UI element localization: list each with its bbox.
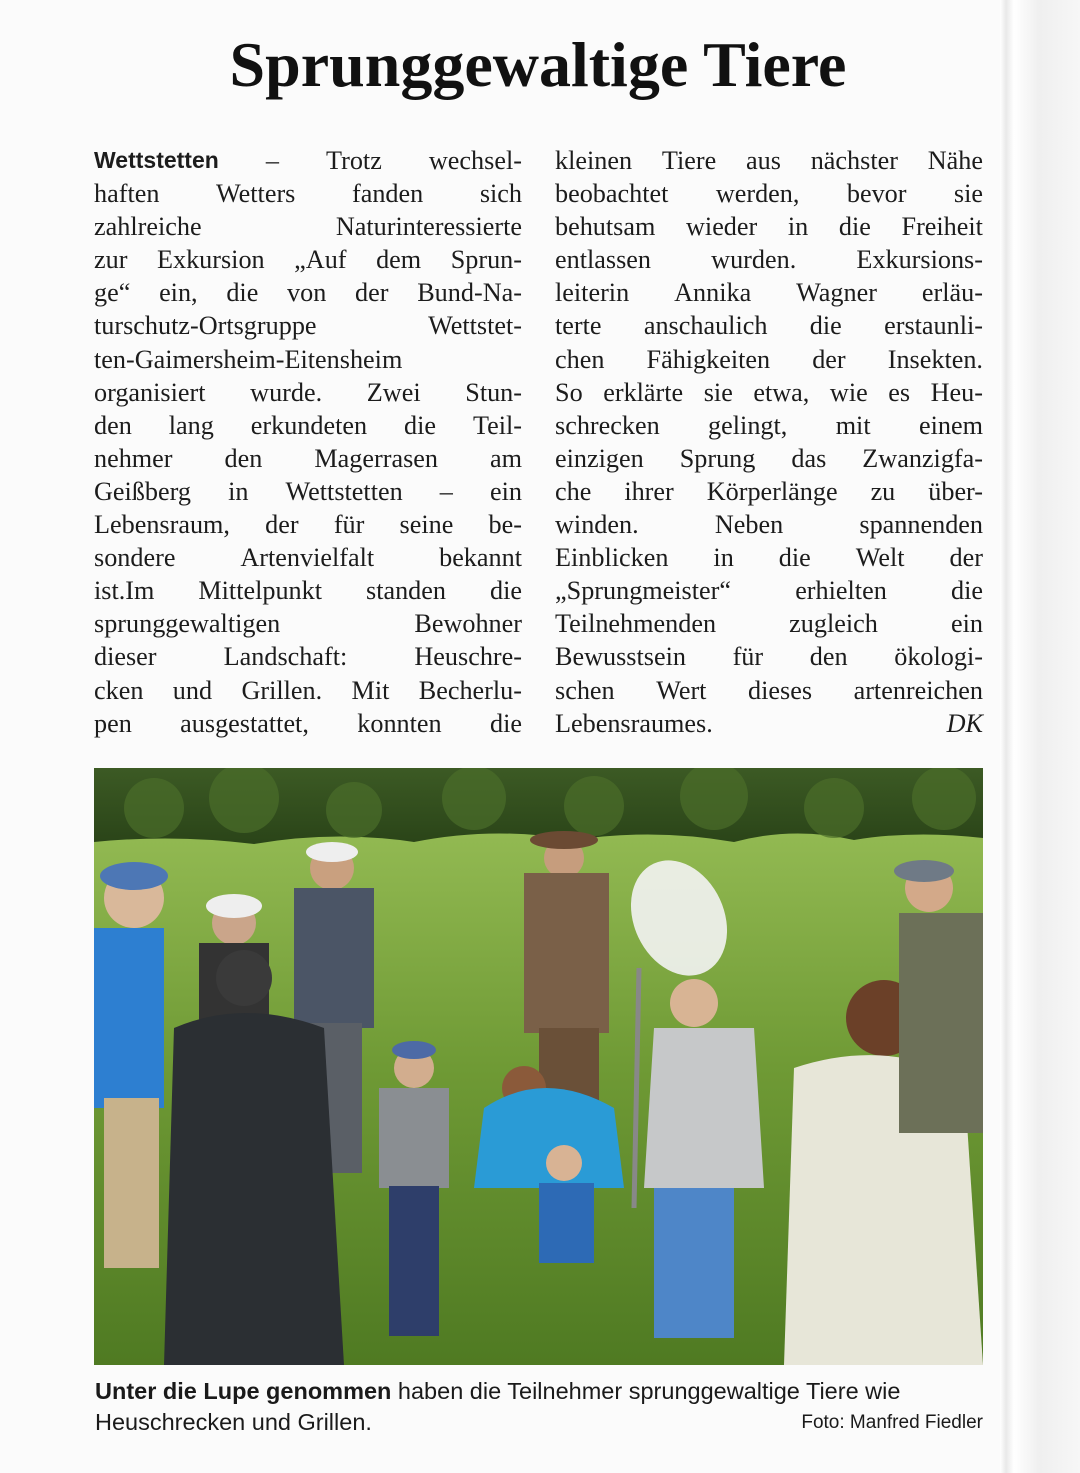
page-edge	[1000, 0, 1080, 1473]
photo-credit: Foto: Manfred Fiedler	[801, 1412, 983, 1433]
word: wie	[829, 377, 868, 407]
text-line	[94, 144, 522, 177]
word: und	[172, 675, 213, 705]
word: wieder	[686, 212, 758, 242]
text-line	[94, 309, 522, 342]
word: ge“	[94, 278, 131, 308]
word: etwa,	[753, 377, 810, 407]
word: chen	[555, 344, 605, 374]
word: einzigen	[555, 443, 644, 473]
word: der	[265, 510, 299, 540]
text-line	[555, 508, 983, 541]
word: Landschaft:	[223, 642, 348, 672]
word: nächster	[810, 146, 898, 175]
text-line	[555, 674, 983, 707]
word: entlassen	[555, 245, 651, 275]
word: ausgestattet,	[180, 708, 309, 738]
word: Bewohner	[414, 609, 522, 639]
word: Sprung	[679, 443, 756, 473]
word: die	[226, 278, 259, 308]
word: wechsel-	[428, 146, 522, 175]
text-line	[94, 674, 522, 707]
word: be-	[488, 510, 522, 540]
word: erläu-	[921, 278, 983, 308]
word: beobachtet	[555, 179, 669, 209]
word: den	[94, 410, 132, 440]
text-line	[94, 343, 522, 376]
text-line	[555, 177, 983, 210]
word: behutsam	[555, 212, 656, 242]
word: Wettstetten	[285, 476, 403, 506]
word: So	[555, 377, 583, 407]
word: ten-Gaimersheim-Eitensheim	[94, 344, 403, 374]
word: bevor	[846, 179, 907, 209]
word: „Sprungmeister“	[555, 576, 731, 606]
word: cken	[94, 675, 144, 705]
word: wurde.	[250, 377, 323, 407]
word: Welt	[855, 543, 905, 573]
word: in	[228, 476, 249, 506]
word: Lebensraum,	[94, 510, 230, 540]
word: ökologi-	[894, 642, 983, 672]
word: artenreichen	[853, 675, 983, 705]
text-line	[94, 541, 522, 574]
word: pen	[94, 708, 132, 738]
word: Körperlänge	[706, 476, 838, 506]
dateline: Wettstetten	[94, 147, 219, 173]
word: der	[355, 278, 389, 308]
text-line	[555, 343, 983, 376]
word: Wagner	[796, 278, 877, 308]
word: dieses	[748, 675, 813, 705]
word: aus	[745, 146, 781, 175]
word: in	[713, 543, 734, 573]
word: konnten	[357, 708, 442, 738]
word: Stun-	[465, 377, 522, 407]
word: werden,	[715, 179, 800, 209]
word: erklärte	[603, 377, 684, 407]
text-line	[94, 574, 522, 607]
text-line	[555, 243, 983, 276]
word: schrecken	[555, 410, 660, 440]
text-line	[94, 640, 522, 673]
word: der	[812, 344, 846, 374]
text-line	[555, 640, 983, 673]
text-line	[555, 574, 983, 607]
word: sich	[479, 179, 522, 209]
word: die	[838, 212, 871, 242]
text-line	[94, 475, 522, 508]
caption-text: haben die Teilnehmer sprunggewaltige Tiere wie Heuschrecken und Grillen.	[95, 1378, 901, 1435]
word: erhielten	[795, 576, 887, 606]
text-line	[555, 475, 983, 508]
word: turschutz-Ortsgruppe	[94, 311, 317, 341]
word: zu	[870, 476, 896, 506]
word: Wettstet-	[428, 311, 522, 341]
word: die	[404, 410, 437, 440]
text-line	[94, 607, 522, 640]
text-line	[94, 707, 522, 740]
text-line	[555, 409, 983, 442]
text-line	[555, 276, 983, 309]
photo-caption	[95, 1376, 983, 1438]
word: Insekten.	[887, 344, 983, 374]
word: seine	[399, 510, 454, 540]
word: terte	[555, 311, 602, 341]
author-signature: DK	[946, 708, 983, 738]
word: den	[224, 443, 263, 473]
word: sie	[703, 377, 733, 407]
word: Annika	[674, 278, 752, 308]
word: Fähigkeiten	[646, 344, 771, 374]
word: Sprun-	[450, 245, 522, 275]
text-line	[94, 243, 522, 276]
word: Exkursion	[156, 245, 265, 275]
word: das	[791, 443, 827, 473]
word: Zwanzigfa-	[862, 443, 983, 473]
word: nehmer	[94, 443, 173, 473]
word: Trotz	[326, 146, 382, 175]
text-line	[555, 309, 983, 342]
word: spannenden	[859, 510, 983, 540]
text-line	[555, 607, 983, 640]
word: ist.Im	[94, 576, 155, 606]
word: Heu-	[930, 377, 983, 407]
word: organisiert	[94, 377, 206, 407]
photo-illustration	[94, 768, 983, 1365]
text-line	[94, 376, 522, 409]
text-line	[94, 409, 522, 442]
word: sprunggewaltigen	[94, 609, 281, 639]
word: Heuschre-	[414, 642, 522, 672]
word: fanden	[351, 179, 424, 209]
word: ein	[489, 476, 522, 506]
word: Teilnehmenden	[555, 609, 717, 639]
text-line	[94, 442, 522, 475]
word: Nähe	[927, 146, 983, 175]
word: ein	[950, 609, 983, 639]
word: die	[778, 543, 811, 573]
text-line	[94, 276, 522, 309]
word: erkundeten	[250, 410, 368, 440]
word: Geißberg	[94, 476, 191, 506]
word: zugleich	[789, 609, 878, 639]
word: über-	[928, 476, 983, 506]
word: zahlreiche	[94, 212, 202, 242]
word: Exkursions-	[856, 245, 983, 275]
word: den	[809, 642, 848, 672]
word: Artenvielfalt	[240, 543, 375, 573]
caption-lead: Unter die Lupe genommen	[95, 1378, 392, 1404]
word: Neben	[714, 510, 784, 540]
text-line	[94, 210, 522, 243]
word: für	[732, 642, 764, 672]
word: Tiere	[661, 146, 717, 175]
word: für	[333, 510, 365, 540]
word: leiterin	[555, 278, 630, 308]
word: Naturinteressierte	[335, 212, 522, 242]
word: sie	[953, 179, 983, 209]
word: „Auf	[294, 245, 347, 275]
word: che	[555, 476, 592, 506]
word: Wetters	[216, 179, 296, 209]
word: anschaulich	[643, 311, 768, 341]
word: von	[287, 278, 327, 308]
word: es	[888, 377, 911, 407]
word: Mit	[351, 675, 390, 705]
word: Lebensraumes.	[555, 708, 713, 738]
word: sondere	[94, 543, 176, 573]
word: zur	[94, 245, 128, 275]
word: dieser	[94, 642, 157, 672]
word: der	[949, 543, 983, 573]
word: Mittelpunkt	[198, 576, 323, 606]
word: Zwei	[366, 377, 421, 407]
word: in	[787, 212, 809, 242]
word: die	[489, 576, 522, 606]
word: wurden.	[711, 245, 797, 275]
word: Wert	[656, 675, 707, 705]
word: die	[809, 311, 842, 341]
word: gelingt,	[708, 410, 788, 440]
headline: Sprunggewaltige Tiere	[229, 29, 847, 100]
word: Teil-	[472, 410, 522, 440]
word: mit	[835, 410, 871, 440]
word: schen	[555, 675, 615, 705]
text-line	[555, 707, 983, 740]
text-line	[555, 144, 983, 177]
text-line	[94, 177, 522, 210]
word: –	[265, 146, 279, 175]
word: haften	[94, 179, 160, 209]
text-line	[555, 376, 983, 409]
word: standen	[366, 576, 446, 606]
article-photo	[94, 768, 983, 1365]
text-line	[555, 442, 983, 475]
word: einem	[918, 410, 983, 440]
word: am	[490, 443, 522, 473]
word: Einblicken	[555, 543, 669, 573]
word: die	[950, 576, 983, 606]
article-column-left	[94, 144, 522, 740]
word: Bewusstsein	[555, 642, 686, 672]
word: lang	[168, 410, 214, 440]
word: bekannt	[439, 543, 522, 573]
word: dem	[376, 245, 422, 275]
text-line	[555, 541, 983, 574]
word: ihrer	[624, 476, 674, 506]
text-line	[555, 210, 983, 243]
word: Bund-Na-	[417, 278, 522, 308]
word: ein,	[159, 278, 198, 308]
word: –	[439, 476, 453, 506]
text-line	[94, 508, 522, 541]
word: die	[489, 708, 522, 738]
word: kleinen	[555, 146, 633, 175]
article-column-right	[555, 144, 983, 740]
word: Freiheit	[901, 212, 983, 242]
word: Magerrasen	[314, 443, 438, 473]
word: Grillen.	[241, 675, 323, 705]
word: erstaunli-	[884, 311, 983, 341]
word: winden.	[555, 510, 639, 540]
word: Becherlu-	[418, 675, 522, 705]
